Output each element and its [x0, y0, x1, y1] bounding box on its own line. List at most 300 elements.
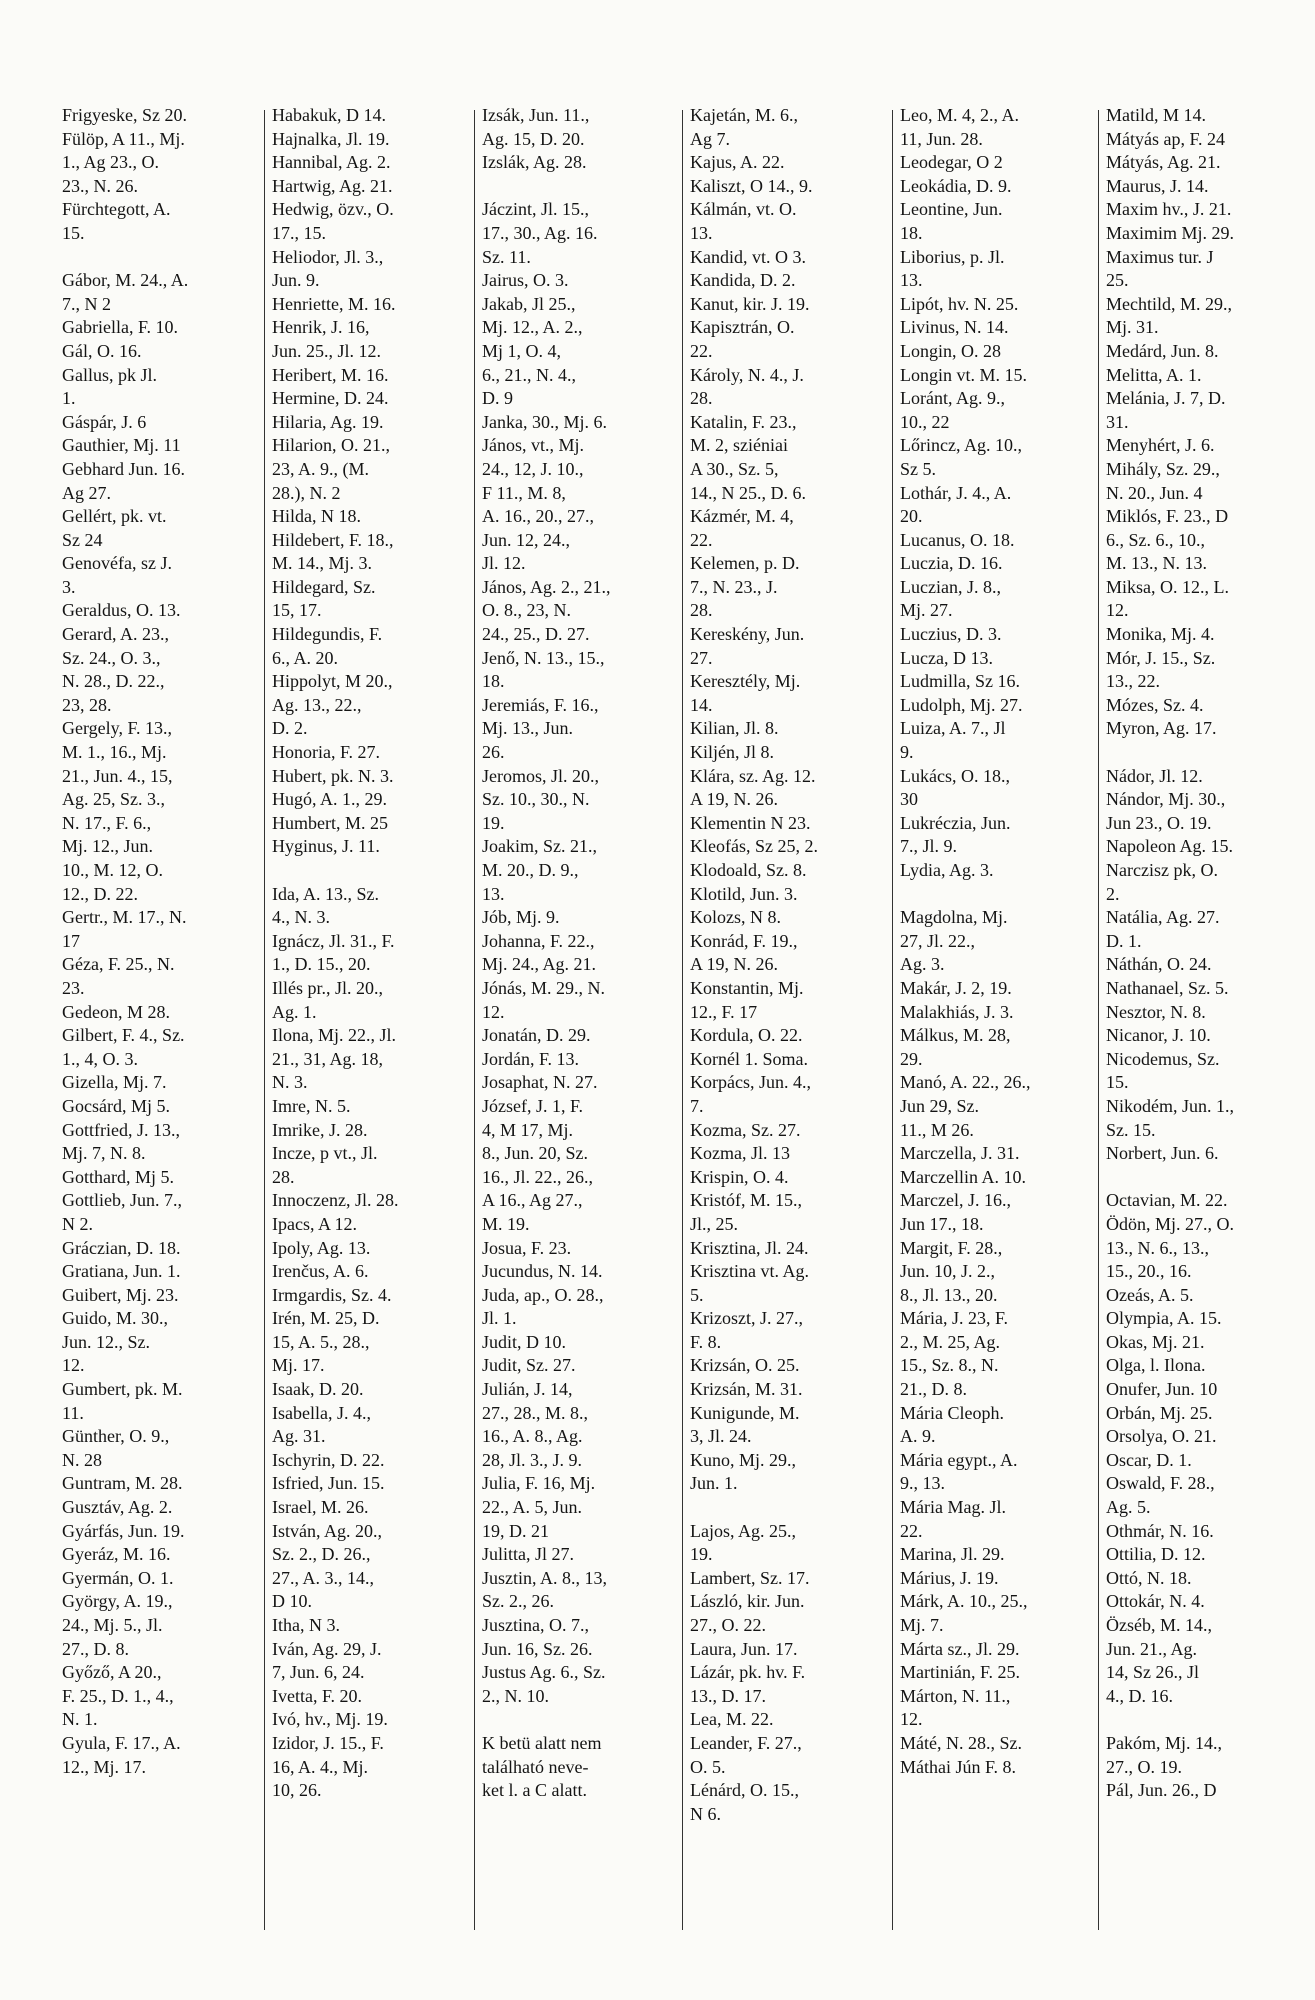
- index-entry-line: 12.: [900, 1709, 923, 1730]
- index-entry-line: Gizella, Mj. 7.: [62, 1072, 167, 1093]
- index-entry-line: Fülöp, A 11., Mj.: [62, 128, 185, 149]
- index-entry-line: Juda, ap., O. 28.,: [482, 1284, 604, 1305]
- index-entry-line: Gottlieb, Jun. 7.,: [62, 1190, 182, 1211]
- index-entry-line: 13., N. 6., 13.,: [1106, 1237, 1209, 1258]
- index-entry-line: Krisztina vt. Ag.: [690, 1261, 809, 1282]
- index-entry-line: Hajnalka, Jl. 19.: [272, 128, 390, 149]
- index-entry-line: 9., 13.: [900, 1473, 945, 1494]
- column-k-l: [690, 104, 890, 1964]
- index-entry-line: Ottilia, D. 12.: [1106, 1544, 1206, 1565]
- index-entry-line: Ozeás, A. 5.: [1106, 1284, 1194, 1305]
- index-entry-line: Isaak, D. 20.: [272, 1379, 364, 1400]
- index-entry-line: Jusztin, A. 8., 13,: [482, 1567, 608, 1588]
- index-entry-line: Gál, O. 16.: [62, 340, 142, 361]
- index-entry-line: László, kir. Jun.: [690, 1591, 805, 1612]
- index-entry-line: 28.: [690, 600, 713, 621]
- index-entry-line: Itha, N 3.: [272, 1615, 340, 1635]
- index-entry-line: [900, 883, 1096, 907]
- index-entry-line: Krizsán, O. 25.: [690, 1355, 800, 1376]
- index-entry-line: Nesztor, N. 8.: [1106, 1001, 1206, 1022]
- index-entry-line: 11, Jun. 28.: [900, 128, 983, 149]
- index-entry-line: 20.: [900, 506, 923, 527]
- index-entry-line: Maurus, J. 14.: [1106, 175, 1209, 196]
- index-entry-line: Gyermán, O. 1.: [62, 1567, 174, 1588]
- index-entry-line: 12., Mj. 17.: [62, 1756, 147, 1777]
- index-entry-line: Hedwig, özv., O.: [272, 199, 394, 220]
- index-entry-line: 17: [62, 930, 80, 951]
- index-entry-line: Jun. 21., Ag.: [1106, 1638, 1198, 1659]
- index-entry-line: Myron, Ag. 17.: [1106, 718, 1217, 739]
- index-entry-line: Josaphat, N. 27.: [482, 1072, 598, 1093]
- index-entry-line: Jonatán, D. 29.: [482, 1025, 591, 1046]
- index-entry-line: Gyeráz, M. 16.: [62, 1544, 171, 1565]
- index-entry-line: Lea, M. 22.: [690, 1709, 774, 1730]
- index-entry-line: Hilaria, Ag. 19.: [272, 411, 384, 432]
- index-entry-line: 27., A. 3., 14.,: [272, 1567, 375, 1588]
- index-entry-line: Mihály, Sz. 29.,: [1106, 458, 1220, 479]
- index-entry-line: Jairus, O. 3.: [482, 270, 569, 291]
- index-entry-line: Nádor, Jl. 12.: [1106, 765, 1203, 786]
- index-entry-line: 14., N 25., D. 6.: [690, 482, 806, 503]
- index-entry-line: Lydia, Ag. 3.: [900, 860, 994, 880]
- index-entry-line: található neve-: [482, 1756, 589, 1777]
- index-entry-line: Miksa, O. 12., L.: [1106, 576, 1229, 597]
- index-entry-line: Matild, M 14.: [1106, 105, 1207, 125]
- index-entry-line: Geraldus, O. 13.: [62, 600, 181, 621]
- index-entry-line: Gellért, pk. vt.: [62, 506, 167, 527]
- index-entry-line: 23.: [62, 977, 85, 998]
- index-entry-line: Judit, Sz. 27.: [482, 1355, 576, 1376]
- index-entry-line: 12.: [482, 1001, 505, 1022]
- index-entry-line: 26.: [482, 742, 505, 763]
- index-entry-line: Genovéfa, sz J.: [62, 553, 172, 574]
- index-entry-line: Irén, M. 25, D.: [272, 1308, 380, 1329]
- index-entry-line: Orbán, Mj. 25.: [1106, 1402, 1213, 1423]
- index-entry-line: Hilda, N 18.: [272, 506, 361, 527]
- index-entry-line: 21., 31, Ag. 18,: [272, 1048, 384, 1069]
- index-entry-line: N. 1.: [62, 1709, 98, 1730]
- index-entry-line: 19, D. 21: [482, 1520, 549, 1541]
- index-entry-line: Márta sz., Jl. 29.: [900, 1638, 1020, 1659]
- index-entry-line: Israel, M. 26.: [272, 1497, 369, 1518]
- index-entry-line: Nathanael, Sz. 5.: [1106, 977, 1229, 998]
- index-entry-line: 11., M 26.: [900, 1119, 974, 1140]
- index-entry-line: Lucza, D 13.: [900, 647, 993, 668]
- index-entry-line: Jáczint, Jl. 15.,: [482, 199, 589, 220]
- index-entry-line: Ivetta, F. 20.: [272, 1685, 363, 1706]
- index-entry-line: Ag. 1.: [272, 1001, 317, 1022]
- index-entry-line: Ludmilla, Sz 16.: [900, 671, 1020, 692]
- index-entry-line: 7.: [690, 1095, 704, 1116]
- index-entry-line: Günther, O. 9.,: [62, 1426, 170, 1447]
- index-entry-line: Othmár, N. 16.: [1106, 1520, 1214, 1541]
- index-entry-line: Justus Ag. 6., Sz.: [482, 1662, 606, 1683]
- index-entry-line: 6., Sz. 6., 10.,: [1106, 529, 1205, 550]
- index-entry-line: Okas, Mj. 21.: [1106, 1331, 1205, 1352]
- index-entry-line: Hildebert, F. 18.,: [272, 529, 394, 550]
- index-entry-line: 6., A. 20.: [272, 647, 339, 668]
- index-entry-line: 27., D. 8.: [62, 1638, 129, 1659]
- index-entry-line: Mózes, Sz. 4.: [1106, 694, 1204, 715]
- index-entry-line: Orsolya, O. 21.: [1106, 1426, 1217, 1447]
- index-entry-line: 13., D. 17.: [690, 1685, 766, 1706]
- index-entry-line: Ag 27.: [62, 482, 111, 503]
- index-entry-line: Marczellin A. 10.: [900, 1166, 1026, 1187]
- index-entry-line: Habakuk, D 14.: [272, 105, 386, 125]
- index-entry-line: Klotild, Jun. 3.: [690, 883, 798, 904]
- index-entry-line: Jl. 12.: [482, 553, 526, 574]
- index-entry-line: Náthán, O. 24.: [1106, 954, 1212, 975]
- index-entry-line: Jób, Mj. 9.: [482, 907, 560, 928]
- index-entry-line: D 10.: [272, 1591, 312, 1612]
- index-entry-line: 4, M 17, Mj.: [482, 1119, 574, 1140]
- index-entry-line: A 16., Ag 27.,: [482, 1190, 583, 1211]
- index-entry-line: Ipacs, A 12.: [272, 1213, 357, 1234]
- index-entry-line: Jeremiás, F. 16.,: [482, 694, 599, 715]
- index-entry-line: 27., O. 19.: [1106, 1756, 1182, 1777]
- index-entry-line: Károly, N. 4., J.: [690, 364, 804, 385]
- index-entry-line: Jun. 12., Sz.: [62, 1331, 151, 1352]
- index-entry-line: Gallus, pk Jl.: [62, 364, 158, 385]
- index-entry-line: Ottó, N. 18.: [1106, 1567, 1192, 1588]
- index-entry-line: Jeromos, Jl. 20.,: [482, 765, 599, 786]
- index-entry-line: 27., 28., M. 8.,: [482, 1402, 589, 1423]
- index-entry-line: Gráczian, D. 18.: [62, 1237, 181, 1258]
- index-entry-line: [1106, 1166, 1286, 1190]
- index-entry-line: Oscar, D. 1.: [1106, 1449, 1192, 1470]
- index-entry-line: 16, A. 4., Mj.: [272, 1756, 369, 1777]
- index-entry-line: N. 20., Jun. 4: [1106, 482, 1203, 503]
- index-entry-line: 13.: [900, 270, 923, 291]
- index-entry-line: M. 20., D. 9.,: [482, 860, 579, 880]
- index-entry-line: 1., D. 15., 20.: [272, 954, 371, 975]
- index-entry-line: 5.: [690, 1284, 704, 1305]
- index-entry-line: Nándor, Mj. 30.,: [1106, 789, 1226, 810]
- index-entry-line: Mátyás, Ag. 21.: [1106, 152, 1221, 173]
- index-entry-line: 19.: [482, 812, 505, 833]
- index-entry-line: Irmgardis, Sz. 4.: [272, 1284, 392, 1305]
- index-entry-line: N. 28., D. 22.,: [62, 671, 165, 692]
- index-entry-line: Márton, N. 11.,: [900, 1685, 1011, 1706]
- index-entry-line: 15.: [62, 222, 85, 243]
- index-entry-line: Martinián, F. 25.: [900, 1662, 1021, 1683]
- index-entry-line: Klementin N 23.: [690, 812, 811, 833]
- index-entry-line: Krisztina, Jl. 24.: [690, 1237, 809, 1258]
- index-entry-line: M. 13., N. 13.: [1106, 553, 1208, 574]
- index-entry-line: Sz 5.: [900, 458, 936, 479]
- index-entry-line: 1.: [62, 388, 76, 409]
- index-entry-line: Jun. 1.: [690, 1473, 738, 1494]
- index-entry-line: F. 8.: [690, 1331, 722, 1352]
- index-entry-line: Johanna, F. 22.,: [482, 930, 595, 951]
- index-entry-line: F 11., M. 8,: [482, 482, 566, 503]
- index-entry-line: Makár, J. 2, 19.: [900, 977, 1012, 998]
- index-entry-line: K betü alatt nem: [482, 1732, 602, 1753]
- index-entry-line: Gyula, F. 17., A.: [62, 1732, 181, 1753]
- index-entry-line: Kandid, vt. O 3.: [690, 246, 806, 267]
- index-entry-line: Mj. 31.: [1106, 317, 1159, 338]
- index-entry-line: Julia, F. 16, Mj.: [482, 1473, 596, 1494]
- index-entry-line: [482, 175, 680, 199]
- index-entry-line: Hartwig, Ag. 21.: [272, 175, 393, 196]
- index-entry-line: Hildegard, Sz.: [272, 576, 376, 597]
- index-entry-line: [1106, 741, 1286, 765]
- index-entry-line: Lőrincz, Ag. 10.,: [900, 435, 1022, 456]
- index-entry-line: Kleofás, Sz 25, 2.: [690, 836, 818, 857]
- index-entry-line: Krispin, O. 4.: [690, 1166, 789, 1187]
- index-entry-line: Hannibal, Ag. 2.: [272, 152, 391, 173]
- index-entry-line: N. 17., F. 6.,: [62, 812, 152, 833]
- index-entry-line: Mj. 27.: [900, 600, 953, 621]
- index-entry-line: 16., Jl. 22., 26.,: [482, 1166, 594, 1187]
- index-entry-line: Janka, 30., Mj. 6.: [482, 411, 607, 432]
- index-entry-line: 27., O. 22.: [690, 1615, 766, 1635]
- index-entry-line: Guibert, Mj. 23.: [62, 1284, 179, 1305]
- index-entry-line: Isabella, J. 4.,: [272, 1402, 371, 1423]
- column-divider: [1098, 110, 1099, 1930]
- index-entry-line: Lukács, O. 18.,: [900, 765, 1010, 786]
- index-entry-line: Győző, A 20.,: [62, 1662, 162, 1683]
- index-entry-line: 12., F. 17: [690, 1001, 758, 1022]
- column-i-j-k: [482, 104, 680, 1964]
- index-entry-line: Longin vt. M. 15.: [900, 364, 1028, 385]
- index-entry-line: Hildegundis, F.: [272, 624, 383, 645]
- index-entry-line: Natália, Ag. 27.: [1106, 907, 1220, 928]
- index-entry-line: Olympia, A. 15.: [1106, 1308, 1222, 1329]
- index-entry-line: Mj. 12., Jun.: [62, 836, 154, 857]
- index-entry-line: Korpács, Jun. 4.,: [690, 1072, 811, 1093]
- index-entry-line: Özséb, M. 14.,: [1106, 1615, 1212, 1635]
- index-entry-line: Gábor, M. 24., A.: [62, 270, 189, 291]
- index-entry-line: 7., N. 23., J.: [690, 576, 778, 597]
- index-entry-line: 7., N 2: [62, 293, 111, 314]
- index-entry-line: 15., Sz. 8., N.: [900, 1355, 999, 1376]
- index-entry-line: 25.: [1106, 270, 1129, 291]
- index-entry-line: Gertr., M. 17., N.: [62, 907, 187, 928]
- index-entry-line: Jl., 25.: [690, 1213, 739, 1234]
- index-entry-line: Mária Mag. Jl.: [900, 1497, 1006, 1518]
- index-entry-line: 24., 25., D. 27.: [482, 624, 590, 645]
- index-entry-line: Lázár, pk. hv. F.: [690, 1662, 806, 1683]
- index-entry-line: D. 1.: [1106, 930, 1142, 951]
- index-entry-line: 28.: [272, 1166, 295, 1187]
- index-entry-line: N 2.: [62, 1213, 93, 1234]
- index-entry-line: Luczius, D. 3.: [900, 624, 1002, 645]
- index-entry-line: Márk, A. 10., 25.,: [900, 1591, 1028, 1612]
- index-entry-line: Magdolna, Mj.: [900, 907, 1008, 928]
- index-entry-line: Luiza, A. 7., Jl: [900, 718, 1006, 739]
- index-entry-line: 15.: [1106, 1072, 1129, 1093]
- index-entry-line: Napoleon Ag. 15.: [1106, 836, 1233, 857]
- index-entry-line: Mj. 12., A. 2.,: [482, 317, 583, 338]
- index-entry-line: Hermine, D. 24.: [272, 388, 389, 409]
- index-entry-line: Lambert, Sz. 17.: [690, 1567, 810, 1588]
- index-entry-line: Kázmér, M. 4,: [690, 506, 794, 527]
- index-entry-line: M. 1., 16., Mj.: [62, 742, 167, 763]
- index-entry-line: Miklós, F. 23., D: [1106, 506, 1229, 527]
- index-entry-line: Kajus, A. 22.: [690, 152, 785, 173]
- index-entry-line: 28.: [690, 388, 713, 409]
- index-entry-line: Kuno, Mj. 29.,: [690, 1449, 797, 1470]
- index-entry-line: Lothár, J. 4., A.: [900, 482, 1012, 503]
- index-entry-line: Leontine, Jun.: [900, 199, 1003, 220]
- index-entry-line: Heribert, M. 16.: [272, 364, 389, 385]
- index-entry-line: 22., A. 5, Jun.: [482, 1497, 583, 1518]
- index-entry-line: Lajos, Ag. 25.,: [690, 1520, 796, 1541]
- index-entry-line: Melitta, A. 1.: [1106, 364, 1202, 385]
- calendar-name-index-page: [62, 104, 1282, 1974]
- index-entry-line: Narczisz pk, O.: [1106, 860, 1218, 880]
- index-entry-line: 11.: [62, 1402, 84, 1423]
- index-entry-line: János, vt., Mj.: [482, 435, 585, 456]
- index-entry-line: Kereskény, Jun.: [690, 624, 805, 645]
- index-entry-line: Hugó, A. 1., 29.: [272, 789, 388, 810]
- index-entry-line: Mj. 24., Ag. 21.: [482, 954, 597, 975]
- index-entry-line: Julitta, Jl 27.: [482, 1544, 575, 1565]
- index-entry-line: Gotthard, Mj 5.: [62, 1166, 174, 1187]
- index-entry-line: Klodoald, Sz. 8.: [690, 860, 807, 880]
- index-entry-line: Hippolyt, M 20.,: [272, 671, 393, 692]
- index-entry-line: Isfried, Jun. 15.: [272, 1473, 385, 1494]
- index-entry-line: 24., 12, J. 10.,: [482, 458, 584, 479]
- index-entry-line: Pakóm, Mj. 14.,: [1106, 1732, 1223, 1753]
- index-entry-line: György, A. 19.,: [62, 1591, 173, 1612]
- index-entry-line: Irenčus, A. 6.: [272, 1261, 369, 1282]
- index-entry-line: 7, Jun. 6, 24.: [272, 1662, 365, 1683]
- index-entry-line: A. 16., 20., 27.,: [482, 506, 594, 527]
- index-entry-line: M. 19.: [482, 1213, 530, 1234]
- index-entry-line: Jordán, F. 13.: [482, 1048, 580, 1069]
- index-entry-line: Norbert, Jun. 6.: [1106, 1143, 1219, 1164]
- index-entry-line: Jun. 25., Jl. 12.: [272, 340, 382, 361]
- index-entry-line: 22.: [900, 1520, 923, 1541]
- index-entry-line: Mj 1, O. 4,: [482, 340, 562, 361]
- index-entry-line: Kapisztrán, O.: [690, 317, 795, 338]
- index-entry-line: Kristóf, M. 15.,: [690, 1190, 802, 1211]
- index-entry-line: 22.: [690, 529, 713, 550]
- index-entry-line: Jun 29, Sz.: [900, 1095, 980, 1116]
- index-entry-line: Gratiana, Jun. 1.: [62, 1261, 181, 1282]
- index-entry-line: A 19, N. 26.: [690, 954, 779, 975]
- column-g: [62, 104, 258, 1964]
- index-entry-line: Kaliszt, O 14., 9.: [690, 175, 813, 196]
- index-entry-line: A. 9.: [900, 1426, 936, 1447]
- index-entry-line: 29.: [900, 1048, 923, 1069]
- index-entry-line: Márius, J. 19.: [900, 1567, 999, 1588]
- index-entry-line: Sz. 2., 26.: [482, 1591, 554, 1612]
- index-entry-line: Kunigunde, M.: [690, 1402, 800, 1423]
- index-entry-line: Gedeon, M 28.: [62, 1001, 170, 1022]
- index-entry-line: Ag. 25, Sz. 3.,: [62, 789, 165, 810]
- index-entry-line: Heliodor, Jl. 3.,: [272, 246, 384, 267]
- index-entry-line: 6., 21., N. 4.,: [482, 364, 576, 385]
- index-entry-line: Keresztély, Mj.: [690, 671, 801, 692]
- index-entry-line: Pál, Jun. 26., D: [1106, 1780, 1217, 1801]
- index-entry-line: Ag. 3.: [900, 954, 945, 975]
- index-entry-line: N 6.: [690, 1803, 721, 1824]
- index-entry-line: Mj. 7, N. 8.: [62, 1143, 146, 1164]
- index-entry-line: 17., 15.: [272, 222, 326, 243]
- index-entry-line: 22.: [690, 340, 713, 361]
- index-entry-line: 30: [900, 789, 918, 810]
- index-entry-line: Ottokár, N. 4.: [1106, 1591, 1205, 1612]
- index-entry-line: Loránt, Ag. 9.,: [900, 388, 1005, 409]
- index-entry-line: Humbert, M. 25: [272, 812, 388, 833]
- index-entry-line: Hyginus, J. 11.: [272, 836, 380, 857]
- index-entry-line: Sz. 15.: [1106, 1119, 1156, 1140]
- index-entry-line: Guntram, M. 28.: [62, 1473, 183, 1494]
- index-entry-line: 23, A. 9., (M.: [272, 458, 370, 479]
- index-entry-line: Liborius, p. Jl.: [900, 246, 1005, 267]
- index-entry-line: 4., N. 3.: [272, 907, 330, 928]
- index-entry-line: Gottfried, J. 13.,: [62, 1119, 180, 1140]
- index-entry-line: István, Ag. 20.,: [272, 1520, 382, 1541]
- index-entry-line: Izslák, Ag. 28.: [482, 152, 587, 173]
- index-entry-line: Maximim Mj. 29.: [1106, 222, 1235, 243]
- index-entry-line: Lénárd, O. 15.,: [690, 1780, 799, 1801]
- index-entry-line: Mj. 13., Jun.: [482, 718, 574, 739]
- index-entry-line: Monika, Mj. 4.: [1106, 624, 1215, 645]
- index-entry-line: Gebhard Jun. 16.: [62, 458, 185, 479]
- index-entry-line: ket l. a C alatt.: [482, 1780, 587, 1801]
- column-m-n-o-p: [1106, 104, 1286, 1964]
- index-entry-line: Sz. 24., O. 3.,: [62, 647, 161, 668]
- index-entry-line: Nicanor, J. 10.: [1106, 1025, 1211, 1046]
- index-entry-line: Ivó, hv., Mj. 19.: [272, 1709, 388, 1730]
- index-entry-line: Luczia, D. 16.: [900, 553, 1003, 574]
- index-entry-line: Mária egypt., A.: [900, 1449, 1018, 1470]
- index-entry-line: Máthai Jún F. 8.: [900, 1756, 1017, 1777]
- index-entry-line: Mária Cleoph.: [900, 1402, 1004, 1423]
- index-entry-line: Konstantin, Mj.: [690, 977, 804, 998]
- index-entry-line: Ignácz, Jl. 31., F.: [272, 930, 395, 951]
- index-entry-line: 13., 22.: [1106, 671, 1160, 692]
- index-entry-line: Gumbert, pk. M.: [62, 1379, 183, 1400]
- index-entry-line: F. 25., D. 1., 4.,: [62, 1685, 174, 1706]
- index-entry-line: Manó, A. 22., 26.,: [900, 1072, 1031, 1093]
- index-entry-line: Oswald, F. 28.,: [1106, 1473, 1215, 1494]
- index-entry-line: [272, 859, 472, 883]
- index-entry-line: Leander, F. 27.,: [690, 1732, 802, 1753]
- index-entry-line: Ag 7.: [690, 128, 730, 149]
- index-entry-line: Fürchtegott, A.: [62, 199, 171, 220]
- index-entry-line: 12., D. 22.: [62, 883, 138, 904]
- index-entry-line: József, J. 1, F.: [482, 1095, 584, 1116]
- index-entry-line: 10., 22: [900, 411, 950, 432]
- index-entry-line: Laura, Jun. 17.: [690, 1638, 798, 1659]
- index-entry-line: János, Ag. 2., 21.,: [482, 576, 611, 597]
- index-entry-line: Honoria, F. 27.: [272, 742, 381, 763]
- index-entry-line: Géza, F. 25., N.: [62, 954, 175, 975]
- index-entry-line: Innoczenz, Jl. 28.: [272, 1190, 399, 1211]
- index-entry-line: Jun. 16, Sz. 26.: [482, 1638, 593, 1659]
- index-entry-line: Josua, F. 23.: [482, 1237, 572, 1258]
- index-entry-line: 15, 17.: [272, 600, 322, 621]
- index-entry-line: 15, A. 5., 28.,: [272, 1331, 370, 1352]
- index-entry-line: 3.: [62, 576, 76, 597]
- index-entry-line: 2., N. 10.: [482, 1685, 549, 1706]
- index-entry-line: Jun 23., O. 19.: [1106, 812, 1212, 833]
- column-divider: [892, 110, 893, 1930]
- index-entry-line: Jl. 1.: [482, 1308, 517, 1329]
- index-entry-line: Lucanus, O. 18.: [900, 529, 1015, 550]
- index-entry-line: Kajetán, M. 6.,: [690, 105, 798, 125]
- index-entry-line: 13.: [690, 222, 713, 243]
- index-entry-line: Ag. 13., 22.,: [272, 694, 362, 715]
- index-entry-line: A 19, N. 26.: [690, 789, 779, 810]
- index-entry-line: D. 9: [482, 388, 513, 409]
- index-entry-line: 2., M. 25, Ag.: [900, 1331, 1001, 1352]
